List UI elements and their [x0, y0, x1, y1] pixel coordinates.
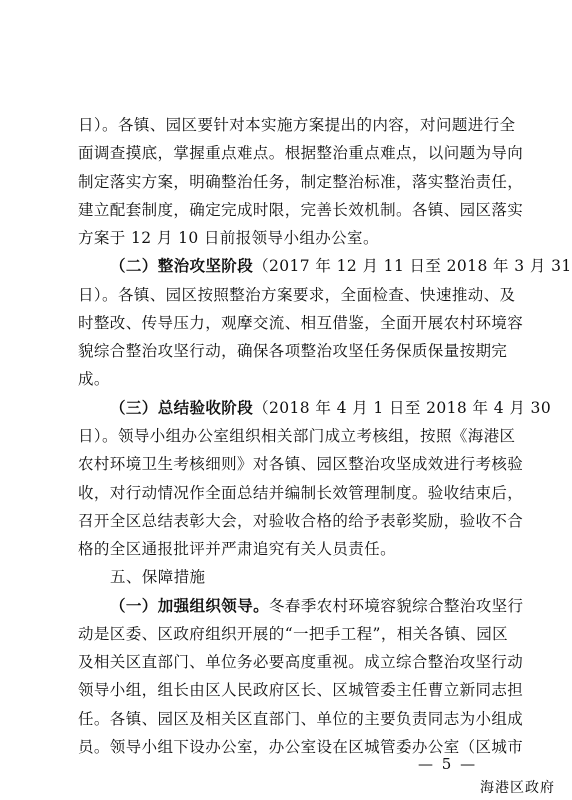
- body-line: 方案于 12 月 10 日前报领导小组办公室。: [78, 229, 379, 248]
- body-line: 领导小组，组长由区人民政府区长、区城管委主任曹立新同志担: [78, 681, 524, 700]
- body-line: 成。: [78, 370, 110, 389]
- body-line: 召开全区总结表彰大会，对验收合格的给予表彰奖励，验收不合: [78, 511, 524, 530]
- body-line: 及相关区直部门、单位务必要高度重视。成立综合整治攻坚行动: [78, 653, 524, 672]
- measure-text: 冬春季农村环境容貌综合整治攻坚行: [269, 596, 524, 615]
- body-line: 动是区委、区政府组织开展的“一把手工程”，相关各镇、园区: [78, 624, 509, 643]
- paragraph-first-line: [110, 596, 524, 615]
- paragraph-first-line: [110, 257, 572, 276]
- stage-heading: （三）总结验收阶段: [110, 398, 254, 417]
- body-line: 日）。各镇、园区要针对本实施方案提出的内容，对问题进行全: [78, 116, 516, 134]
- body-line: 收，对行动情况作全面总结并编制长效管理制度。验收结束后，: [78, 483, 524, 502]
- measure-heading: （一）加强组织领导。: [110, 596, 270, 615]
- body-line: 日）。各镇、园区按照整治方案要求，全面检查、快速推动、及: [78, 285, 516, 304]
- body-line: 时整改、传导压力，观摩交流、相互借鉴，全面开展农村环境容: [78, 313, 524, 332]
- body-line: 日）。领导小组办公室组织相关部门成立考核组，按照《海港区: [78, 427, 516, 445]
- page-number: — 5 —: [418, 755, 478, 773]
- body-line: 农村环境卫生考核细则》对各镇、园区整治攻坚成效进行考核验: [78, 455, 524, 474]
- body-line: 任。各镇、园区及相关区直部门、单位的主要负责同志为小组成: [78, 709, 524, 728]
- body-line: 貌综合整治攻坚行动，确保各项整治攻坚任务保质保量按期完: [78, 342, 508, 361]
- stage-heading: （二）整治攻坚阶段: [110, 257, 254, 276]
- body-line: 格的全区通报批评并严肃追究有关人员责任。: [78, 540, 397, 559]
- paragraph-first-line: [110, 398, 552, 417]
- body-line: 制定落实方案，明确整治任务，制定整治标准，落实整治责任，: [78, 172, 524, 191]
- body-line: 员。领导小组下设办公室，办公室设在区城管委办公室（区城市: [78, 738, 524, 756]
- body-line: 建立配套制度，确定完成时限，完善长效机制。各镇、园区落实: [78, 200, 524, 219]
- stage-dates: （2017 年 12 月 11 日至 2018 年 3 月 31: [253, 257, 572, 276]
- body-line: 面调查摸底，掌握重点难点。根据整治重点难点，以问题为导向: [78, 144, 524, 163]
- source-watermark: 海港区政府: [480, 780, 555, 796]
- stage-dates: （2018 年 4 月 1 日至 2018 年 4 月 30: [253, 398, 552, 417]
- section-title: 五、保障措施: [110, 568, 206, 587]
